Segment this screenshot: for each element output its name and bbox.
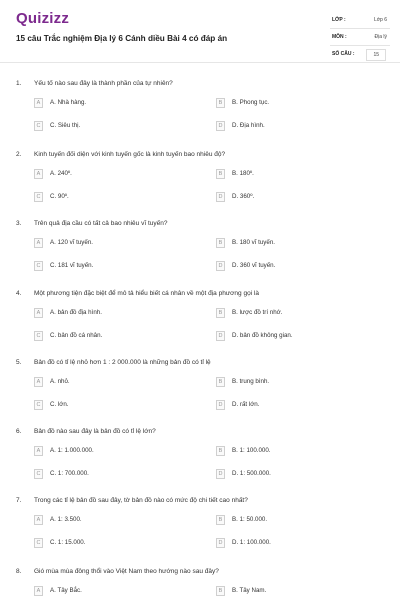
option-letter-box[interactable]: D <box>216 469 225 479</box>
question-number: 4. <box>16 290 22 297</box>
option-letter-box[interactable]: A <box>34 515 43 525</box>
option-letter-box[interactable]: B <box>216 446 225 456</box>
answer-option-a[interactable] <box>34 169 194 182</box>
option-letter-box[interactable]: C <box>34 469 43 479</box>
option-text: B. Tây Nam. <box>232 587 267 594</box>
quizizz-logo: Quizizz <box>16 10 70 27</box>
worksheet-header <box>0 0 400 70</box>
meta-class-value: Lớp 6 <box>373 17 387 23</box>
option-text: B. 1: 50.000. <box>232 516 268 523</box>
option-text: A. 240º. <box>50 170 72 177</box>
question-text: Một phương tiện đặc biệt để mô tả hiểu biết cá nhân về một địa phương gọi là <box>34 290 260 297</box>
answer-option-a[interactable] <box>34 446 194 459</box>
answer-option-c[interactable] <box>34 538 194 551</box>
option-text: A. 1: 1.000.000. <box>50 447 94 454</box>
question-number: 7. <box>16 497 22 504</box>
answer-option-d[interactable] <box>216 538 376 551</box>
option-letter-box[interactable]: B <box>216 238 225 248</box>
option-text: A. bản đồ địa hình. <box>50 309 102 316</box>
question-8 <box>0 568 400 600</box>
option-text: C. 1: 700.000. <box>50 470 89 477</box>
option-text: D. Địa hình. <box>232 122 265 129</box>
option-text: B. Phong tục. <box>232 99 270 106</box>
question-6 <box>0 428 400 500</box>
option-text: B. lược đồ trí nhớ. <box>232 309 283 316</box>
answer-option-c[interactable] <box>34 261 194 274</box>
answer-option-c[interactable] <box>34 331 194 344</box>
option-letter-box[interactable]: C <box>34 400 43 410</box>
option-text: B. trung bình. <box>232 378 270 385</box>
meta-subject-value: Địa lý <box>374 34 387 40</box>
option-text: D. 1: 500.000. <box>232 470 271 477</box>
question-5 <box>0 359 400 431</box>
answer-option-d[interactable] <box>216 331 376 344</box>
option-letter-box[interactable]: D <box>216 192 225 202</box>
question-number: 1. <box>16 80 22 87</box>
meta-subject-label: MÔN : <box>332 34 347 40</box>
option-letter-box[interactable]: D <box>216 538 225 548</box>
meta-class-label: LỚP : <box>332 17 346 23</box>
option-letter-box[interactable]: B <box>216 308 225 318</box>
question-text: Kinh tuyến đối diện với kinh tuyến gốc là kinh tuyến bao nhiêu độ? <box>34 151 226 158</box>
question-text: Trên quả địa cầu có tất cả bao nhiêu vĩ tuyến? <box>34 220 168 227</box>
option-letter-box[interactable]: D <box>216 261 225 271</box>
answer-option-d[interactable] <box>216 192 376 205</box>
option-text: A. 1: 3.500. <box>50 516 82 523</box>
question-number: 8. <box>16 568 22 575</box>
option-text: B. 1: 100.000. <box>232 447 271 454</box>
answer-option-a[interactable] <box>34 238 194 251</box>
answer-option-a[interactable] <box>34 586 194 599</box>
option-text: A. Tây Bắc. <box>50 587 82 594</box>
option-text: C. 90º. <box>50 193 69 200</box>
answer-option-d[interactable] <box>216 400 376 413</box>
option-letter-box[interactable]: B <box>216 377 225 387</box>
question-4 <box>0 290 400 362</box>
question-7 <box>0 497 400 569</box>
option-letter-box[interactable]: C <box>34 121 43 131</box>
meta-panel <box>330 12 390 63</box>
question-3 <box>0 220 400 292</box>
question-number: 5. <box>16 359 22 366</box>
option-text: D. 1: 100.000. <box>232 539 271 546</box>
option-letter-box[interactable]: B <box>216 169 225 179</box>
option-letter-box[interactable]: A <box>34 446 43 456</box>
answer-option-a[interactable] <box>34 515 194 528</box>
answer-option-a[interactable] <box>34 98 194 111</box>
option-letter-box[interactable]: A <box>34 377 43 387</box>
question-text: Bản đồ nào sau đây là bản đồ có tỉ lệ lớn? <box>34 428 156 435</box>
option-letter-box[interactable]: A <box>34 169 43 179</box>
answer-option-c[interactable] <box>34 400 194 413</box>
question-number: 2. <box>16 151 22 158</box>
answer-option-b[interactable] <box>216 586 376 599</box>
option-letter-box[interactable]: A <box>34 98 43 108</box>
meta-count-value: 15 <box>366 49 386 61</box>
answer-option-b[interactable] <box>216 446 376 459</box>
question-text: Bản đồ có tỉ lệ nhỏ hơn 1 : 2 000.000 là những bản đồ có tỉ lệ <box>34 359 211 366</box>
option-letter-box[interactable]: C <box>34 538 43 548</box>
option-letter-box[interactable]: C <box>34 192 43 202</box>
option-letter-box[interactable]: D <box>216 400 225 410</box>
option-letter-box[interactable]: B <box>216 586 225 596</box>
answer-option-c[interactable] <box>34 121 194 134</box>
answer-option-c[interactable] <box>34 192 194 205</box>
answer-option-b[interactable] <box>216 308 376 321</box>
option-letter-box[interactable]: C <box>34 261 43 271</box>
meta-subject-row <box>330 29 390 46</box>
option-text: C. lớn. <box>50 401 69 408</box>
option-letter-box[interactable]: C <box>34 331 43 341</box>
option-letter-box[interactable]: A <box>34 586 43 596</box>
answer-option-b[interactable] <box>216 238 376 251</box>
meta-count-row <box>330 46 390 63</box>
meta-class-row <box>330 12 390 29</box>
question-text: Yếu tố nào sau đây là thành phần của tự nhiên? <box>34 80 173 87</box>
answer-option-b[interactable] <box>216 98 376 111</box>
answer-option-a[interactable] <box>34 377 194 390</box>
question-number: 3. <box>16 220 22 227</box>
option-text: A. nhỏ. <box>50 378 70 385</box>
answer-option-d[interactable] <box>216 121 376 134</box>
answer-option-a[interactable] <box>34 308 194 321</box>
option-text: C. bản đồ cá nhân. <box>50 332 103 339</box>
option-text: B. 180 vĩ tuyến. <box>232 239 275 246</box>
option-letter-box[interactable]: B <box>216 515 225 525</box>
question-text: Gió mùa mùa đông thổi vào Việt Nam theo hướng nào sau đây? <box>34 568 219 575</box>
question-text: Trong các tỉ lệ bản đồ sau đây, tờ bản đồ nào có mức độ chi tiết cao nhất? <box>34 497 248 504</box>
answer-option-c[interactable] <box>34 469 194 482</box>
option-letter-box[interactable]: B <box>216 98 225 108</box>
answer-option-d[interactable] <box>216 469 376 482</box>
option-text: D. rất lớn. <box>232 401 260 408</box>
option-text: A. Nhà hàng. <box>50 99 87 106</box>
option-letter-box[interactable]: D <box>216 331 225 341</box>
option-letter-box[interactable]: A <box>34 238 43 248</box>
option-text: D. bản đồ không gian. <box>232 332 293 339</box>
option-text: B. 180º. <box>232 170 254 177</box>
option-text: C. 181 vĩ tuyến. <box>50 262 94 269</box>
option-text: C. 1: 15.000. <box>50 539 86 546</box>
option-letter-box[interactable]: D <box>216 121 225 131</box>
option-text: C. Siêu thị. <box>50 122 81 129</box>
option-letter-box[interactable]: A <box>34 308 43 318</box>
option-text: D. 360 vĩ tuyến. <box>232 262 276 269</box>
question-1 <box>0 80 400 152</box>
answer-option-b[interactable] <box>216 515 376 528</box>
meta-count-label: SỐ CÂU : <box>332 51 355 57</box>
option-text: A. 120 vĩ tuyến. <box>50 239 93 246</box>
page-title: 15 câu Trắc nghiệm Địa lý 6 Cánh diều Bài 4 có đáp án <box>16 34 228 43</box>
question-2 <box>0 151 400 223</box>
option-text: D. 360º. <box>232 193 255 200</box>
answer-option-b[interactable] <box>216 169 376 182</box>
answer-option-d[interactable] <box>216 261 376 274</box>
question-number: 6. <box>16 428 22 435</box>
header-divider <box>0 62 400 63</box>
answer-option-b[interactable] <box>216 377 376 390</box>
